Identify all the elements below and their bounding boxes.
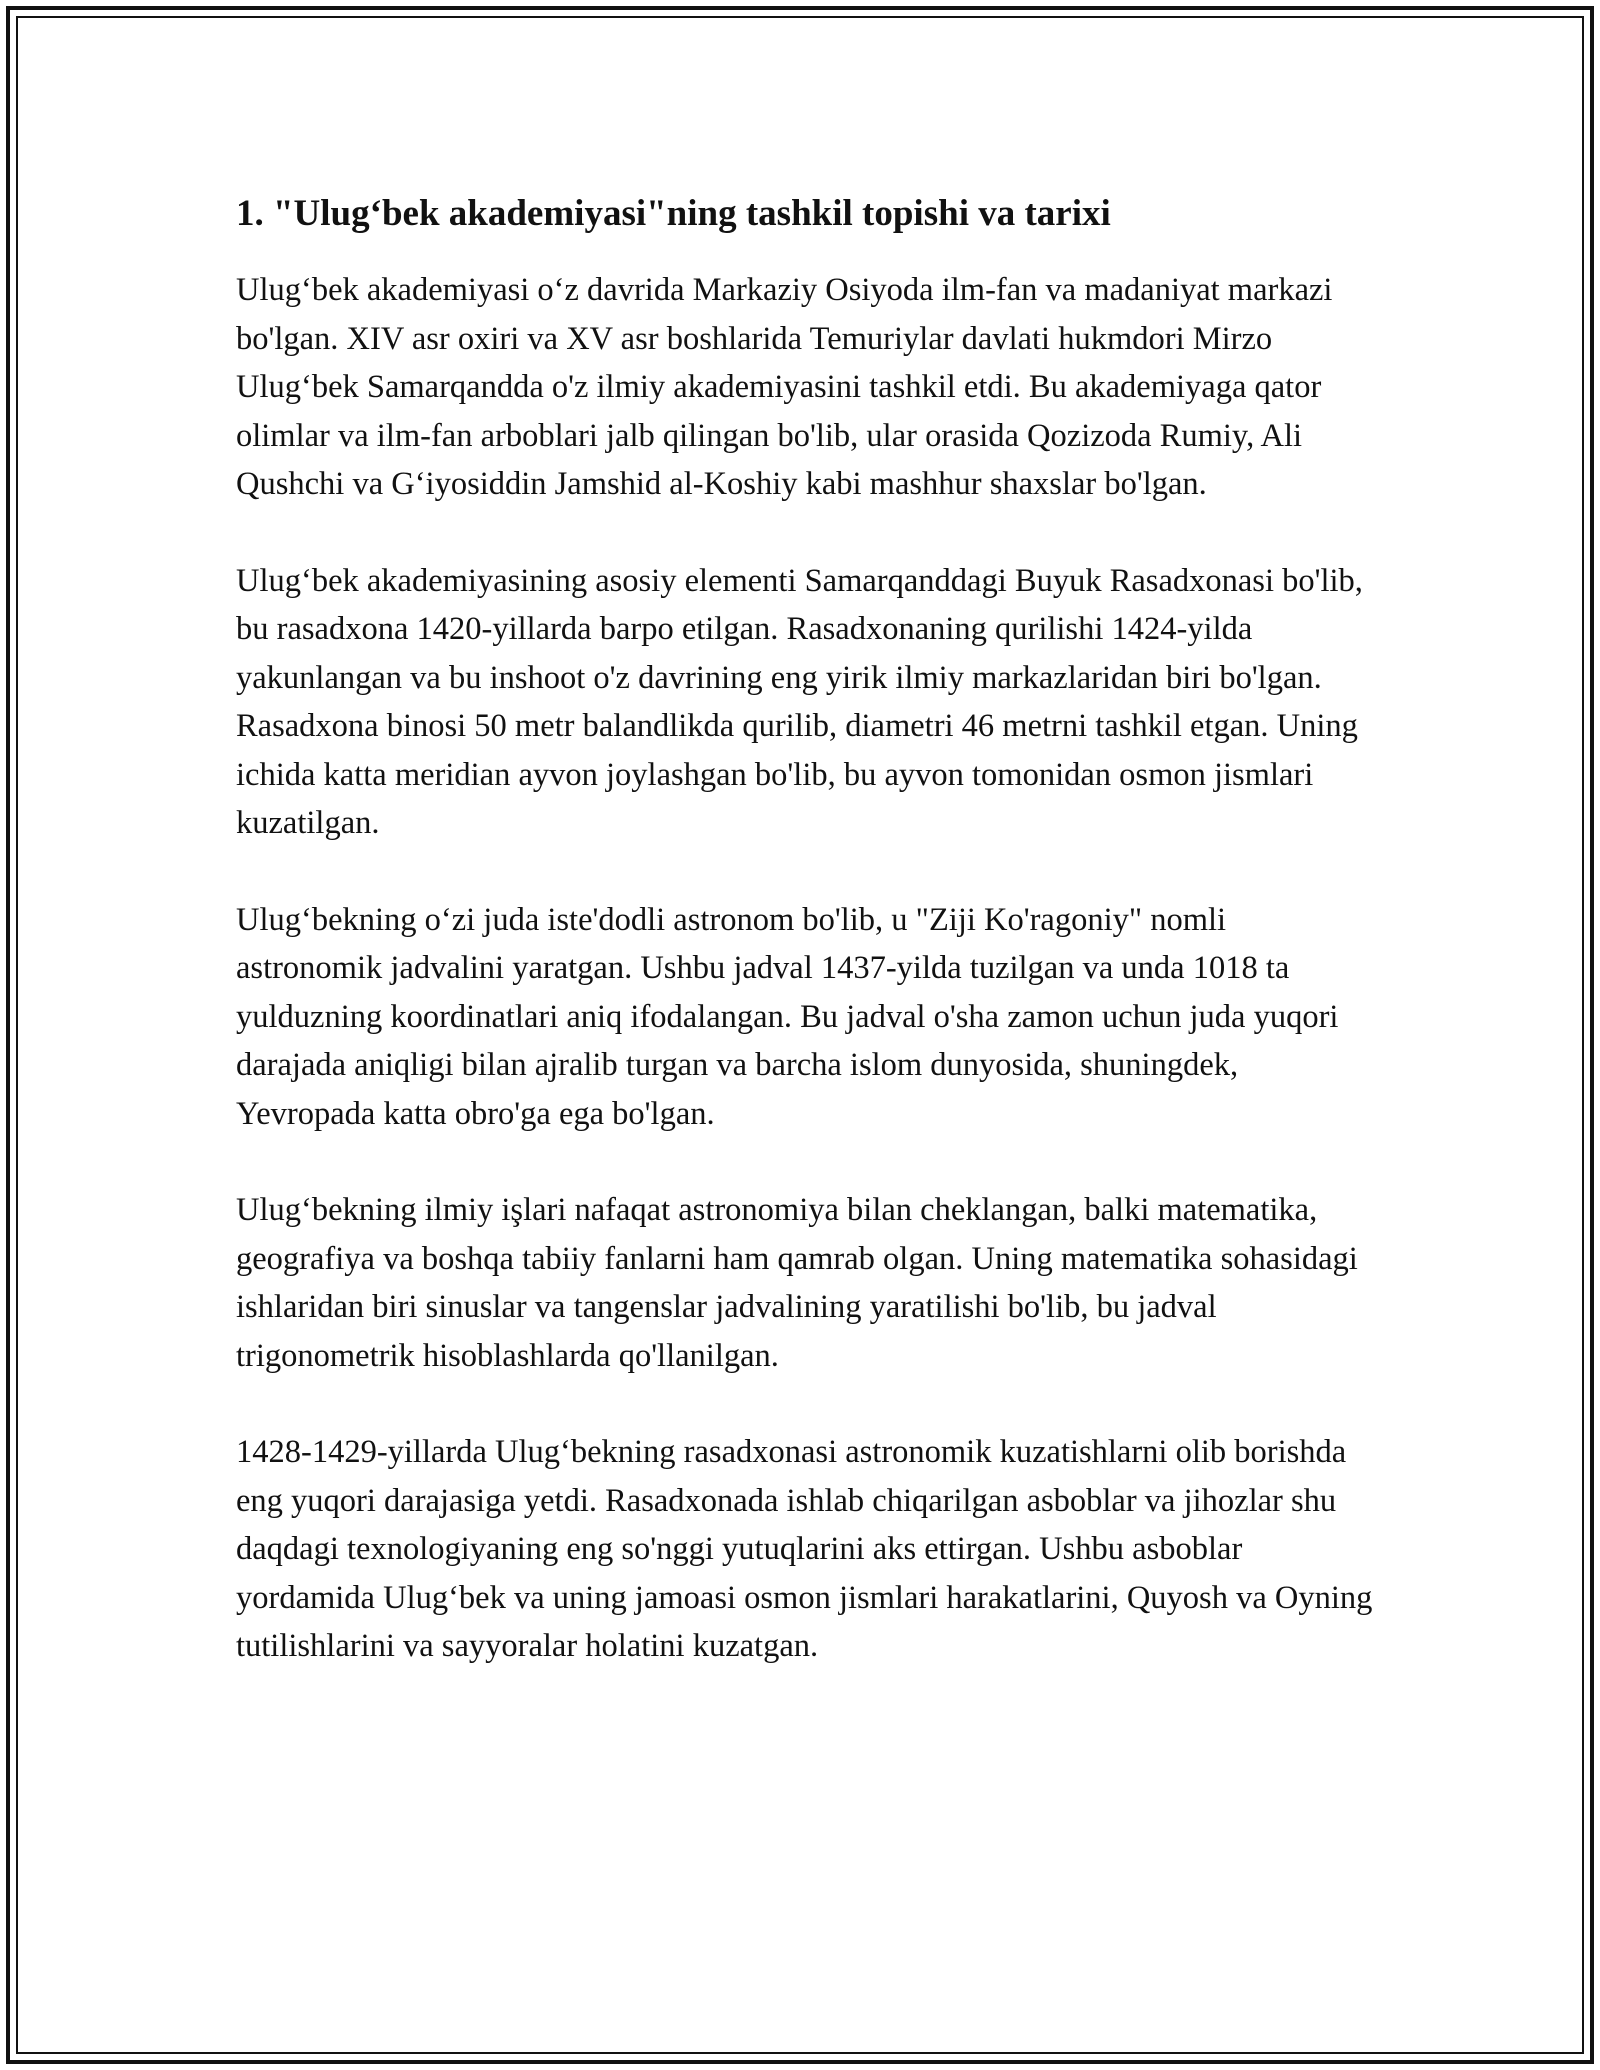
- paragraph-academy-overview: Ulug‘bek akademiyasi o‘z davrida Markaziy Osiyoda ilm-fan va madaniyat markazi bo'lgan. XIV asr oxiri va XV asr boshlarida Temuriylar davlati hukmdori Mirzo Ulug‘bek Samarqandda o'z ilmiy akademiyasini tashkil etdi. Bu akademiyaga qator olimlar va ilm-fan arboblari jalb qilingan bo'lib, ular orasida Qozizoda Rumiy, Ali Qushchi va G‘iyosiddin Jamshid al-Koshiy kabi mashhur shaxslar bo'lgan.: [236, 272, 1333, 502]
- paragraph-zij-tables: Ulug‘bekning o‘zi juda iste'dodli astronom bo'lib, u "Ziji Ko'ragoniy" nomli astronomik jadvalini yaratgan. Ushbu jadval 1437-yilda tuzilgan va unda 1018 ta yulduzning koordinatlari aniq ifodalangan. Bu jadval o'sha zamon uchun juda yuqori darajada aniqligi bilan ajralib turgan va barcha islom dunyosida, shuningdek, Yevropada katta obro'ga ega bo'lgan.: [236, 901, 1339, 1132]
- paragraph-observations: 1428-1429-yillarda Ulug‘bekning rasadxonasi astronomik kuzatishlarni olib borishda eng yuqori darajasiga yetdi. Rasadxonada ishlab chiqarilgan asboblar va jihozlar shu daqdagi texnologiyaning eng so'nggi yutuqlarini aks ettirgan. Ushbu asboblar yordamida Ulug‘bek va uning jamoasi osmon jismlari harakatlarini, Quyosh va Oyning tutilishlarini va sayyoralar holatini kuzatgan.: [236, 1434, 1373, 1664]
- paragraph-observatory: Ulug‘bek akademiyasining asosiy elementi Samarqanddagi Buyuk Rasadxonasi bo'lib, bu rasadxona 1420-yillarda barpo etilgan. Rasadxonaning qurilishi 1424-yilda yakunlangan va bu inshoot o'z davrining eng yirik ilmiy markazlaridan biri bo'lgan. Rasadxona binosi 50 metr balandlikda qurilib, diametri 46 metrni tashkil etgan. Uning ichida katta meridian ayvon joylashgan bo'lib, bu ayvon tomonidan osmon jismlari kuzatilgan.: [236, 562, 1363, 841]
- paragraph-mathematics: Ulug‘bekning ilmiy işlari nafaqat astronomiya bilan cheklangan, balki matematika, geografiya va boshqa tabiiy fanlarni ham qamrab olgan. Uning matematika sohasidagi ishlaridan biri sinuslar va tangenslar jadvalining yaratilishi bo'lib, bu jadval trigonometrik hisoblashlarda qo'llanilgan.: [236, 1192, 1358, 1374]
- document-body: [236, 186, 1376, 1719]
- section-heading: 1. "Ulug‘bek akademiyasi"ning tashkil topishi va tarixi: [236, 193, 1111, 234]
